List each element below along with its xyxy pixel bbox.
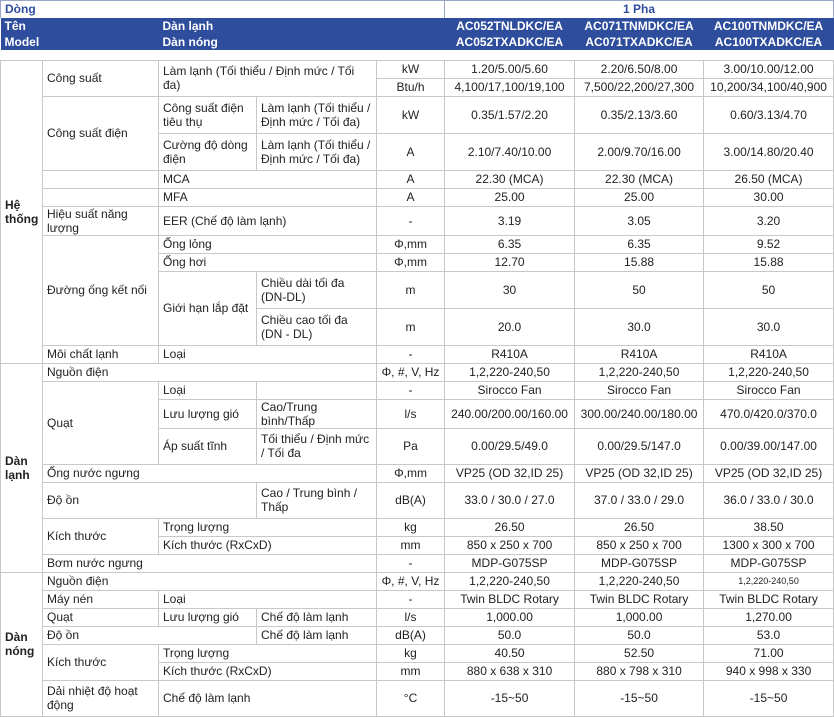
label-gioi-han: Giới hạn lắp đặt	[159, 271, 257, 345]
label-cuong-do: Cường độ dòng điện	[159, 133, 257, 170]
unit-dash-fan: -	[377, 381, 445, 399]
mfa-3: 30.00	[704, 188, 834, 206]
label-cong-suat-dien-tieu-thu: Công suất điện tiêu thụ	[159, 96, 257, 133]
chieu-cao-3: 30.0	[704, 308, 834, 345]
chieu-cao-2: 30.0	[575, 308, 704, 345]
indoor-dims-1: 850 x 250 x 700	[445, 536, 575, 554]
power-kw-2: 0.35/2.13/3.60	[575, 96, 704, 133]
power-kw-3: 0.60/3.13/4.70	[704, 96, 834, 133]
indoor-power-2: 1,2,220-240,50	[575, 363, 704, 381]
temp-2: -15~50	[575, 680, 704, 716]
header-ten: Tên	[1, 18, 159, 34]
label-chieu-dai: Chiều dài tối đa (DN-DL)	[257, 271, 377, 308]
outdoor-airflow-1: 1,000.00	[445, 608, 575, 626]
power-kw-1: 0.35/1.57/2.20	[445, 96, 575, 133]
current-2: 2.00/9.70/16.00	[575, 133, 704, 170]
ong-hoi-3: 15.88	[704, 253, 834, 271]
indoor-power-3: 1,2,220-240,50	[704, 363, 834, 381]
label-quat-indoor: Quạt	[43, 381, 159, 464]
indoor-airflow-3: 470.0/420.0/370.0	[704, 399, 834, 428]
label-moi-chat: Môi chất lạnh	[43, 345, 159, 363]
indoor-noise-2: 37.0 / 33.0 / 29.0	[575, 482, 704, 518]
cap-btu-3: 10,200/34,100/40,900	[704, 78, 834, 96]
label-loai-compressor: Loại	[159, 590, 377, 608]
refrigerant-1: R410A	[445, 345, 575, 363]
ong-long-3: 9.52	[704, 235, 834, 253]
label-lam-lanh-current: Làm lạnh (Tối thiểu / Định mức / Tối đa)	[257, 133, 377, 170]
label-kich-thuoc-outdoor: Kích thước	[43, 644, 159, 680]
label-lam-lanh-power: Làm lạnh (Tối thiểu / Định mức / Tối đa)	[257, 96, 377, 133]
cap-btu-1: 4,100/17,100/19,100	[445, 78, 575, 96]
indoor-dims-3: 1300 x 300 x 700	[704, 536, 834, 554]
temp-1: -15~50	[445, 680, 575, 716]
pressure-3: 0.00/39.00/147.00	[704, 428, 834, 464]
unit-ls-outdoor: l/s	[377, 608, 445, 626]
chieu-dai-1: 30	[445, 271, 575, 308]
compressor-1: Twin BLDC Rotary	[445, 590, 575, 608]
ong-hoi-1: 12.70	[445, 253, 575, 271]
unit-power: Φ, #, V, Hz	[377, 363, 445, 381]
label-che-do-temp: Chế độ làm lạnh	[159, 680, 377, 716]
mfa-1: 25.00	[445, 188, 575, 206]
label-loai-refrigerant: Loại	[159, 345, 377, 363]
eer-2: 3.05	[575, 206, 704, 235]
unit-dash-comp: -	[377, 590, 445, 608]
outdoor-weight-3: 71.00	[704, 644, 834, 662]
unit-phi-mm-drain: Φ,mm	[377, 464, 445, 482]
label-che-do-noise: Chế độ làm lạnh	[257, 626, 377, 644]
outdoor-airflow-3: 1,270.00	[704, 608, 834, 626]
pressure-1: 0.00/29.5/49.0	[445, 428, 575, 464]
indoor-airflow-1: 240.00/200.00/160.00	[445, 399, 575, 428]
unit-a-mca: A	[377, 170, 445, 188]
outdoor-noise-1: 50.0	[445, 626, 575, 644]
label-chieu-cao: Chiều cao tối đa (DN - DL)	[257, 308, 377, 345]
fan-type-1: Sirocco Fan	[445, 381, 575, 399]
unit-btuh: Btu/h	[377, 78, 445, 96]
label-do-on-outdoor: Độ ồn	[43, 626, 257, 644]
header-dan-lanh: Dàn lạnh	[159, 18, 445, 34]
label-bom: Bơm nước ngưng	[43, 554, 377, 572]
label-mfa: MFA	[159, 188, 377, 206]
unit-power-outdoor: Φ, #, V, Hz	[377, 572, 445, 590]
outdoor-noise-2: 50.0	[575, 626, 704, 644]
temp-3: -15~50	[704, 680, 834, 716]
compressor-2: Twin BLDC Rotary	[575, 590, 704, 608]
outdoor-airflow-2: 1,000.00	[575, 608, 704, 626]
outdoor-weight-2: 52.50	[575, 644, 704, 662]
unit-kw: kW	[377, 60, 445, 78]
indoor-power-1: 1,2,220-240,50	[445, 363, 575, 381]
label-loai-fan: Loại	[159, 381, 257, 399]
drain-2: VP25 (OD 32,ID 25)	[575, 464, 704, 482]
unit-mm: mm	[377, 536, 445, 554]
label-lam-lanh: Làm lạnh (Tối thiểu / Định mức / Tối đa)	[159, 60, 377, 96]
drain-3: VP25 (OD 32,ID 25)	[704, 464, 834, 482]
outdoor-power-1: 1,2,220-240,50	[445, 572, 575, 590]
label-toi-thieu-dm: Tối thiểu / Định mức / Tối đa	[257, 428, 377, 464]
outdoor-dims-3: 940 x 998 x 330	[704, 662, 834, 680]
label-kt-rcd-outdoor: Kích thước (RxCxD)	[159, 662, 377, 680]
mca-2: 22.30 (MCA)	[575, 170, 704, 188]
label-eer: EER (Chế độ làm lạnh)	[159, 206, 377, 235]
cap-kw-1: 1.20/5.00/5.60	[445, 60, 575, 78]
chieu-cao-1: 20.0	[445, 308, 575, 345]
indoor-model-2: AC071TNMDKC/EA	[575, 18, 704, 34]
label-do-on-indoor: Độ ồn	[43, 482, 257, 518]
pump-2: MDP-G075SP	[575, 554, 704, 572]
label-cao-tb-thap: Cao/Trung bình/Thấp	[257, 399, 377, 428]
outdoor-dims-2: 880 x 798 x 310	[575, 662, 704, 680]
label-hieu-suat: Hiệu suất năng lượng	[43, 206, 159, 235]
label-ap-suat: Áp suất tĩnh	[159, 428, 257, 464]
unit-dash-ref: -	[377, 345, 445, 363]
unit-kg-outdoor: kg	[377, 644, 445, 662]
unit-c: °C	[377, 680, 445, 716]
label-may-nen: Máy nén	[43, 590, 159, 608]
outdoor-dims-1: 880 x 638 x 310	[445, 662, 575, 680]
label-cong-suat-dien: Công suất điện	[43, 96, 159, 170]
outdoor-noise-3: 53.0	[704, 626, 834, 644]
refrigerant-3: R410A	[704, 345, 834, 363]
label-luu-luong-outdoor: Lưu lượng gió	[159, 608, 257, 626]
fan-type-3: Sirocco Fan	[704, 381, 834, 399]
unit-dash-pump: -	[377, 554, 445, 572]
label-trong-luong-indoor: Trọng lượng	[159, 518, 377, 536]
unit-kw-power: kW	[377, 96, 445, 133]
indoor-noise-1: 33.0 / 30.0 / 27.0	[445, 482, 575, 518]
header-dan-nong: Dàn nóng	[159, 34, 445, 50]
mca-1: 22.30 (MCA)	[445, 170, 575, 188]
unit-a: A	[377, 133, 445, 170]
mfa-2: 25.00	[575, 188, 704, 206]
outdoor-weight-1: 40.50	[445, 644, 575, 662]
group-he-thong: Hệ thống	[1, 60, 43, 363]
header-model: Model	[1, 34, 159, 50]
eer-1: 3.19	[445, 206, 575, 235]
unit-kg: kg	[377, 518, 445, 536]
unit-ls: l/s	[377, 399, 445, 428]
ong-hoi-2: 15.88	[575, 253, 704, 271]
label-ong-hoi: Ống hơi	[159, 253, 377, 271]
unit-dba: dB(A)	[377, 482, 445, 518]
label-kich-thuoc-indoor: Kích thước	[43, 518, 159, 554]
compressor-3: Twin BLDC Rotary	[704, 590, 834, 608]
pressure-2: 0.00/29.5/147.0	[575, 428, 704, 464]
label-quat-outdoor: Quạt	[43, 608, 159, 626]
unit-dash-eer: -	[377, 206, 445, 235]
indoor-weight-3: 38.50	[704, 518, 834, 536]
label-che-do-airflow: Chế độ làm lạnh	[257, 608, 377, 626]
pump-1: MDP-G075SP	[445, 554, 575, 572]
current-1: 2.10/7.40/10.00	[445, 133, 575, 170]
label-duong-ong: Đường ống kết nối	[43, 235, 159, 345]
unit-dba-outdoor: dB(A)	[377, 626, 445, 644]
unit-m: m	[377, 271, 445, 308]
unit-phi-mm: Φ,mm	[377, 235, 445, 253]
label-mca: MCA	[159, 170, 377, 188]
unit-m-cao: m	[377, 308, 445, 345]
label-nguon-dien-outdoor: Nguồn điện	[43, 572, 377, 590]
label-ong-long: Ống lỏng	[159, 235, 377, 253]
label-trong-luong-outdoor: Trọng lượng	[159, 644, 377, 662]
label-dai-nhiet: Dải nhiệt độ hoạt động	[43, 680, 159, 716]
eer-3: 3.20	[704, 206, 834, 235]
refrigerant-2: R410A	[575, 345, 704, 363]
header-dong: Dòng	[1, 1, 445, 18]
label-luu-luong-indoor: Lưu lượng gió	[159, 399, 257, 428]
chieu-dai-2: 50	[575, 271, 704, 308]
outdoor-power-3: 1,2,220-240,50	[704, 572, 834, 590]
drain-1: VP25 (OD 32,ID 25)	[445, 464, 575, 482]
label-kt-rcd-indoor: Kích thước (RxCxD)	[159, 536, 377, 554]
group-dan-lanh: Dàn lạnh	[1, 363, 43, 572]
pump-3: MDP-G075SP	[704, 554, 834, 572]
label-cong-suat: Công suất	[43, 60, 159, 96]
indoor-model-3: AC100TNMDKC/EA	[704, 18, 834, 34]
outdoor-model-2: AC071TXADKC/EA	[575, 34, 704, 50]
cap-kw-3: 3.00/10.00/12.00	[704, 60, 834, 78]
unit-mm-outdoor: mm	[377, 662, 445, 680]
chieu-dai-3: 50	[704, 271, 834, 308]
indoor-weight-1: 26.50	[445, 518, 575, 536]
mca-3: 26.50 (MCA)	[704, 170, 834, 188]
cell-empty	[257, 381, 377, 399]
indoor-noise-3: 36.0 / 33.0 / 30.0	[704, 482, 834, 518]
indoor-model-1: AC052TNLDKC/EA	[445, 18, 575, 34]
label-nguon-dien-indoor: Nguồn điện	[43, 363, 377, 381]
label-cao-tb-thap2: Cao / Trung bình / Thấp	[257, 482, 377, 518]
cap-kw-2: 2.20/6.50/8.00	[575, 60, 704, 78]
ong-long-1: 6.35	[445, 235, 575, 253]
indoor-airflow-2: 300.00/240.00/180.00	[575, 399, 704, 428]
outdoor-power-2: 1,2,220-240,50	[575, 572, 704, 590]
ong-long-2: 6.35	[575, 235, 704, 253]
indoor-dims-2: 850 x 250 x 700	[575, 536, 704, 554]
unit-a-mfa: A	[377, 188, 445, 206]
unit-pa: Pa	[377, 428, 445, 464]
header-phase: 1 Pha	[445, 1, 834, 18]
indoor-weight-2: 26.50	[575, 518, 704, 536]
group-dan-nong: Dàn nóng	[1, 572, 43, 716]
outdoor-model-1: AC052TXADKC/EA	[445, 34, 575, 50]
cap-btu-2: 7,500/22,200/27,300	[575, 78, 704, 96]
outdoor-model-3: AC100TXADKC/EA	[704, 34, 834, 50]
unit-phi-mm-hoi: Φ,mm	[377, 253, 445, 271]
current-3: 3.00/14.80/20.40	[704, 133, 834, 170]
cell-empty	[43, 170, 159, 188]
cell-empty	[43, 188, 159, 206]
fan-type-2: Sirocco Fan	[575, 381, 704, 399]
label-ong-nuoc: Ống nước ngưng	[43, 464, 377, 482]
